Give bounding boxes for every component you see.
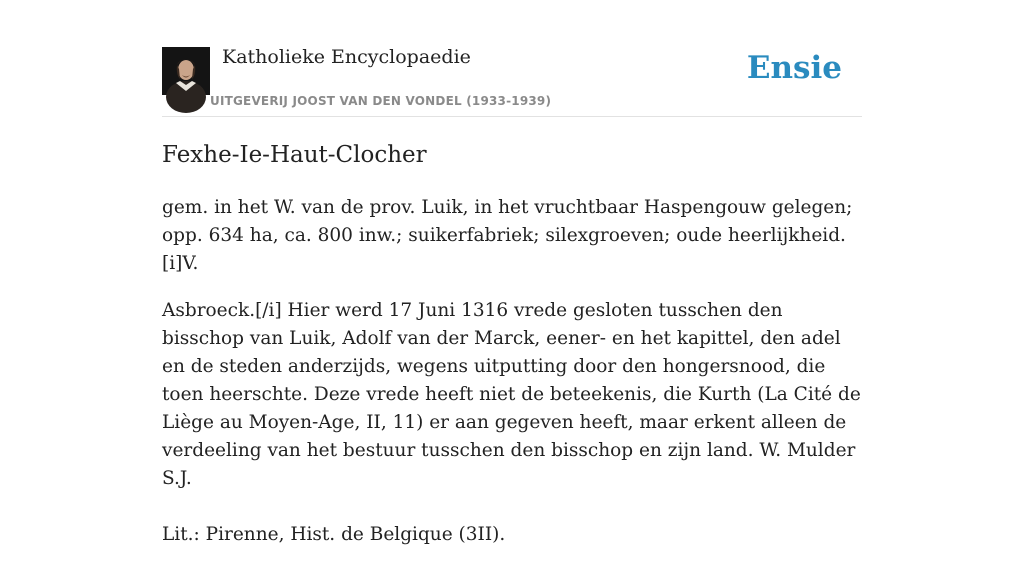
literature-reference: Lit.: Pirenne, Hist. de Belgique (3II). [162,524,506,545]
article-paragraph: Asbroeck.[/i] Hier werd 17 Juni 1316 vrede gesloten tusschen den bisschop van Luik, Adolf van der Marck, eener- en het kapittel, den adel en de steden anderzijds, wegens uitputting door den hongersnood, die toen heerschte. Deze vrede heeft niet de beteekenis, die Kurth (La Cité de Liège au Moyen-Age, II, 11) er aan gegeven heeft, maar erkent alleen de verdeeling van het bestuur tusschen den bisschop en zijn land. W. Mulder S.J. [162,300,861,489]
article [162,138,862,568]
article-title: Fexhe-Ie-Haut-Clocher [162,142,427,168]
publication-title[interactable]: Katholieke Encyclopaedie [222,46,471,68]
publisher-label: UITGEVERIJ JOOST VAN DEN VONDEL (1933-1939) [210,94,552,108]
brand-logo[interactable]: Ensie [746,50,842,86]
portrait-avatar-icon[interactable] [162,47,210,95]
article-paragraph: gem. in het W. van de prov. Luik, in het vruchtbaar Haspengouw gelegen; opp. 634 ha, ca. 800 inw.; suikerfabriek; silexgroeven; oude heerlijkheid. [i]V. [162,197,853,274]
site-header [162,40,862,117]
